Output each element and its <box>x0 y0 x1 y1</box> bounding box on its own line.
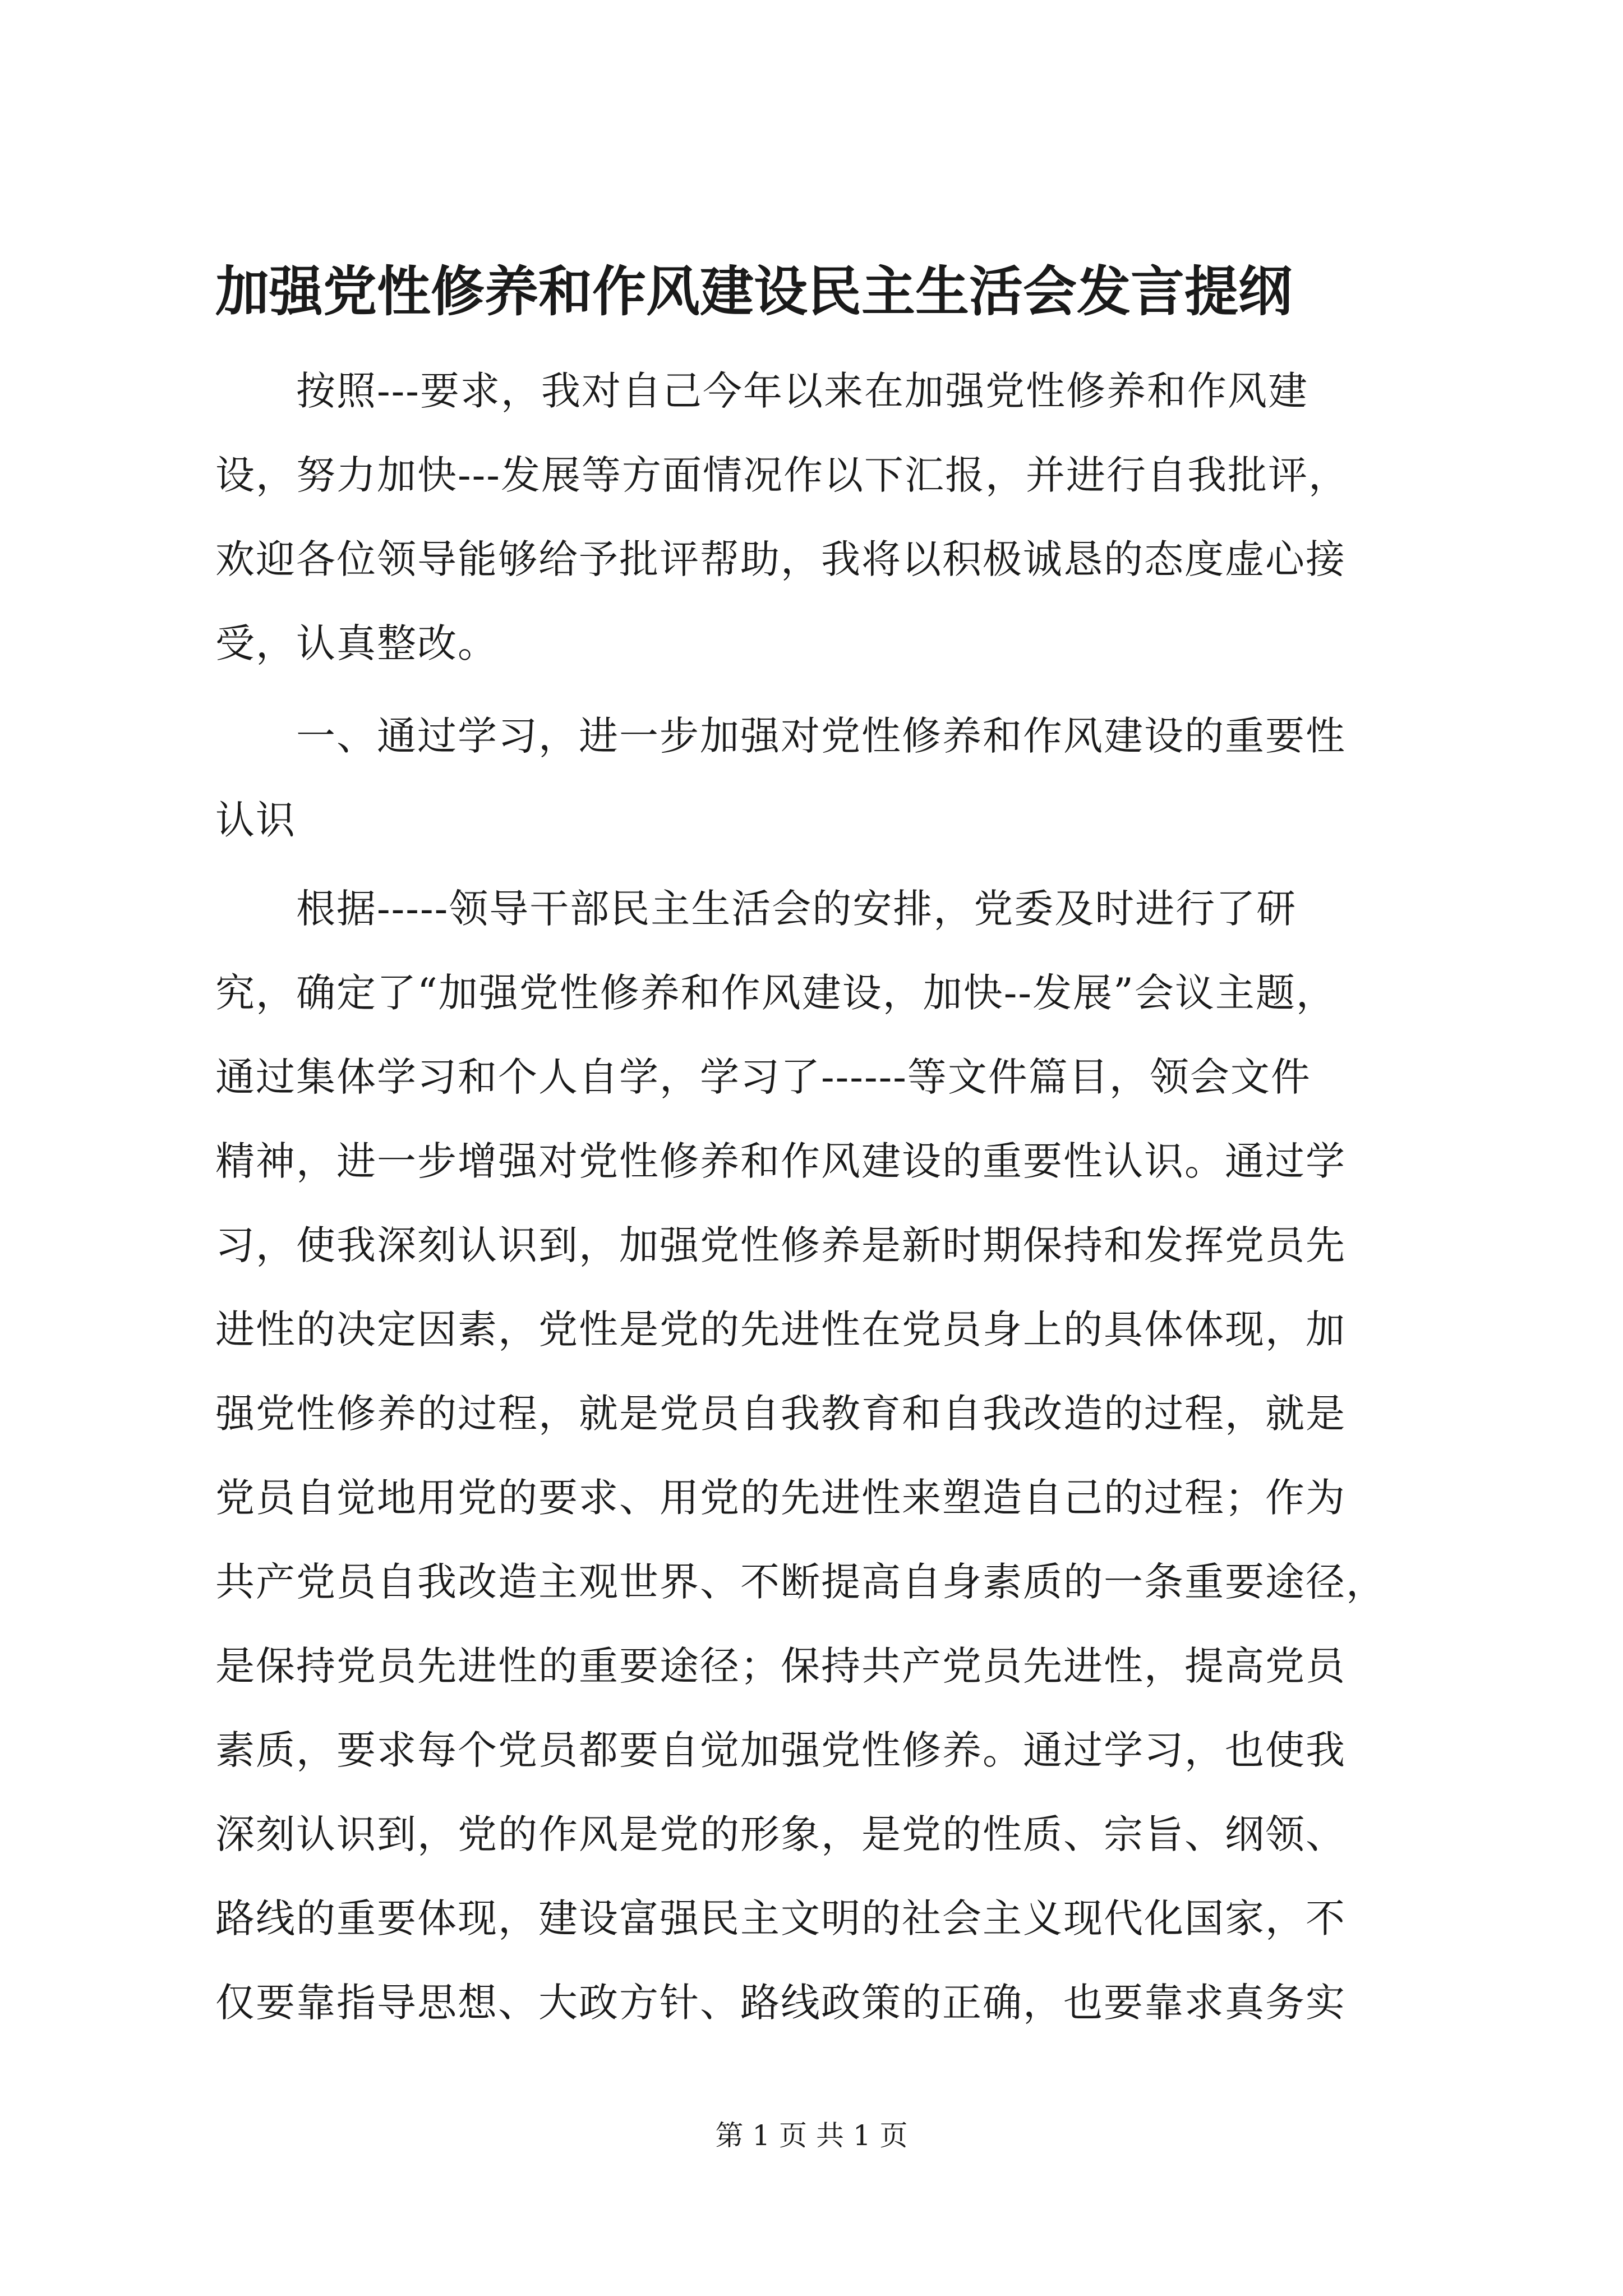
body-line: 党员自觉地用党的要求、用党的先进性来塑造自己的过程；作为 <box>215 1475 1346 1521</box>
body-line: 精神，进一步增强对党性修养和作风建设的重要性认识。通过学 <box>215 1138 1346 1184</box>
body-line: 共产党员自我改造主观世界、不断提高自身素质的一条重要途径， <box>215 1559 1386 1605</box>
section-heading: 一、通过学习，进一步加强对党性修养和作风建设的重要性 <box>215 713 1346 759</box>
body-line: 欢迎各位领导能够给予批评帮助，我将以积极诚恳的态度虚心接 <box>215 536 1346 582</box>
section-heading-continued: 认识 <box>215 797 296 843</box>
body-line: 是保持党员先进性的重要途径；保持共产党员先进性，提高党员 <box>215 1643 1346 1689</box>
body-line: 设，努力加快---发展等方面情况作以下汇报，并进行自我批评， <box>215 452 1349 498</box>
body-line: 进性的决定因素，党性是党的先进性在党员身上的具体体现，加 <box>215 1306 1346 1352</box>
body-line: 素质，要求每个党员都要自觉加强党性修养。通过学习，也使我 <box>215 1727 1346 1773</box>
body-line: 按照---要求，我对自己今年以来在加强党性修养和作风建 <box>215 368 1308 414</box>
body-line: 强党性修养的过程，就是党员自我教育和自我改造的过程，就是 <box>215 1391 1346 1437</box>
body-line: 究，确定了“加强党性修养和作风建设，加快--发展”会议主题， <box>215 970 1336 1016</box>
body-line: 通过集体学习和个人自学，学习了------等文件篇目，领会文件 <box>215 1054 1311 1100</box>
body-line: 受，认真整改。 <box>215 620 498 666</box>
body-line: 深刻认识到，党的作风是党的形象，是党的性质、宗旨、纲领、 <box>215 1811 1346 1857</box>
body-line: 路线的重要体现，建设富强民主文明的社会主义现代化国家，不 <box>215 1895 1346 1941</box>
body-line: 习，使我深刻认识到，加强党性修养是新时期保持和发挥党员先 <box>215 1222 1346 1268</box>
page-footer: 第 1 页 共 1 页 <box>715 2119 908 2152</box>
document-title: 加强党性修养和作风建设民主生活会发言提纲 <box>215 260 1292 323</box>
body-line: 仅要靠指导思想、大政方针、路线政策的正确，也要靠求真务实 <box>215 1980 1346 2026</box>
body-line: 根据-----领导干部民主生活会的安排，党委及时进行了研 <box>215 886 1297 932</box>
